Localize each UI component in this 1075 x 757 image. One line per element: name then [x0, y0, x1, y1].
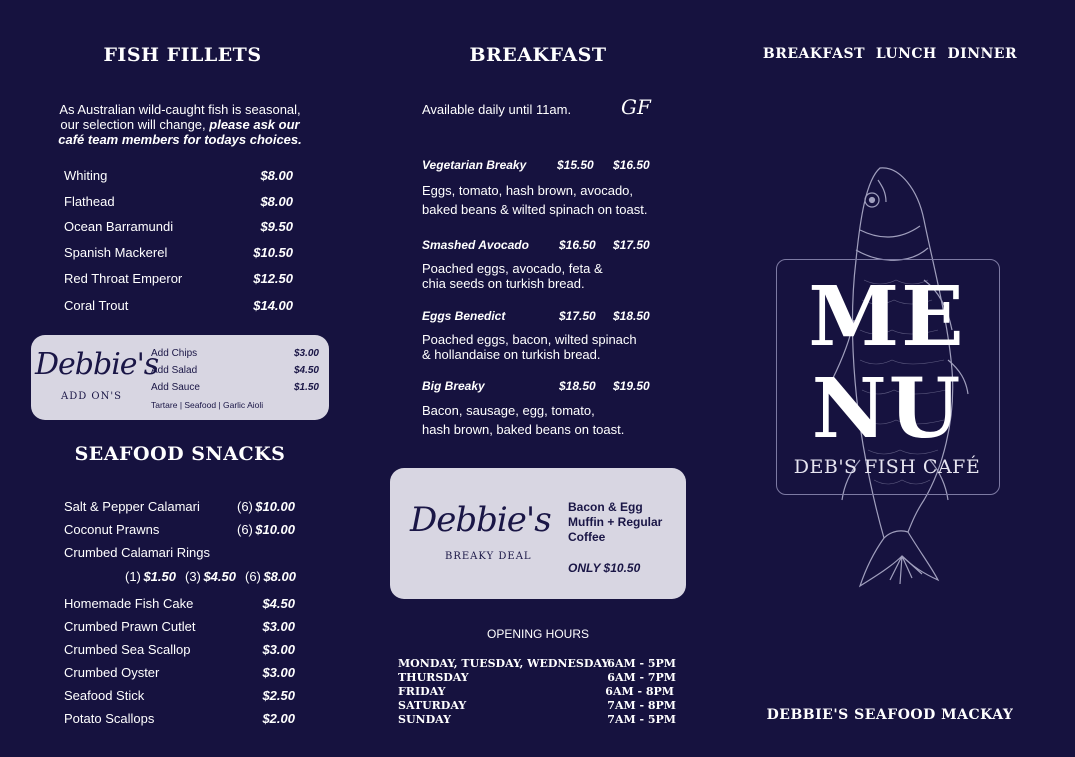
rings-qty: (1): [125, 569, 141, 584]
breakfast-item-price: $15.50: [557, 158, 594, 172]
snack-name: Seafood Stick: [64, 688, 145, 703]
rings-qty: (3): [185, 569, 201, 584]
addon-price: $4.50: [293, 365, 319, 376]
desc-line: Poached eggs, bacon, wilted spinach: [422, 332, 637, 347]
seafood-snacks-heading: SEAFOOD SNACKS: [74, 443, 286, 465]
breaky-deal-brand: Debbie's: [410, 500, 551, 540]
fillet-price: $14.00: [253, 298, 293, 313]
breakfast-item-name: Big Breaky: [422, 379, 485, 393]
addon-sauces: Tartare | Seafood | Garlic Aioli: [151, 400, 264, 410]
hours-time: 6AM - 8PM: [605, 685, 674, 698]
snack-qty: (6): [237, 522, 253, 537]
breakfast-item-gf-price: $19.50: [613, 379, 650, 393]
fish-fillets-intro: [40, 102, 320, 147]
snack-name: Crumbed Sea Scallop: [64, 642, 191, 657]
desc-line: baked beans & wilted spinach on toast.: [422, 202, 648, 217]
intro-line-1: As Australian wild-caught fish is seasonal,: [59, 102, 301, 117]
snack-name: Coconut Prawns: [64, 522, 160, 537]
cover-bottom-tagline: DEBBIE'S SEAFOOD MACKAY: [766, 707, 1014, 723]
rings-price: $4.50: [203, 569, 236, 584]
addon-price: $3.00: [293, 348, 319, 359]
fillet-price: $8.00: [260, 168, 293, 183]
snack-name: Homemade Fish Cake: [64, 596, 194, 611]
breaky-deal-price: ONLY $10.50: [568, 561, 641, 575]
breaky-deal-line2: Muffin + Regular: [568, 515, 663, 529]
fillet-price: $12.50: [253, 271, 293, 286]
snack-qty: (6): [237, 499, 253, 514]
intro-line-2b: please ask our: [209, 117, 300, 132]
breaky-deal-subtitle: BREAKY DEAL: [445, 551, 532, 562]
rings-price: $1.50: [143, 569, 176, 584]
breakfast-item-price: $17.50: [559, 309, 596, 323]
breaky-deal-line1: Bacon & Egg: [568, 500, 643, 514]
desc-line: Bacon, sausage, egg, tomato,: [422, 403, 595, 418]
rings-price: $8.00: [263, 569, 296, 584]
breakfast-item-name: Smashed Avocado: [422, 238, 529, 252]
fillet-name: Whiting: [64, 168, 108, 183]
snack-price: $2.50: [262, 688, 295, 703]
desc-line: chia seeds on turkish bread.: [422, 276, 585, 291]
snack-price: $3.00: [262, 642, 295, 657]
snack-name: Crumbed Oyster: [64, 665, 160, 680]
hours-time: 6AM - 7PM: [607, 671, 676, 684]
desc-line: Poached eggs, avocado, feta &: [422, 261, 603, 276]
breakfast-item-gf-price: $16.50: [613, 158, 650, 172]
snack-price: $2.00: [262, 711, 295, 726]
breakfast-item-gf-price: $18.50: [613, 309, 650, 323]
addon-name: Add Chips: [151, 348, 198, 359]
fish-fillets-heading: FISH FILLETS: [103, 44, 262, 66]
menu-title-line2: NU: [811, 361, 963, 457]
snack-price: $3.00: [262, 665, 295, 680]
addon-name: Add Sauce: [151, 382, 200, 393]
fillet-name: Red Throat Emperor: [64, 271, 183, 286]
breakfast-item-desc: [422, 332, 637, 362]
breakfast-item-name: Vegetarian Breaky: [422, 158, 527, 172]
breakfast-item-price: $16.50: [559, 238, 596, 252]
addon-price: $1.50: [293, 382, 319, 393]
menu-title-line1: ME: [808, 269, 966, 365]
hours-day: THURSDAY: [398, 671, 469, 684]
intro-line-2a: our selection will change,: [60, 117, 210, 132]
addons-brand: Debbie's: [35, 347, 159, 382]
cover-top-tagline: BREAKFAST LUNCH DINNER: [762, 46, 1018, 62]
hours-time: 6AM - 5PM: [607, 657, 676, 670]
fillet-name: Coral Trout: [64, 298, 129, 313]
addons-subtitle: ADD ON'S: [61, 391, 122, 402]
snack-name: Crumbed Calamari Rings: [64, 545, 210, 560]
breakfast-item-desc: [422, 261, 603, 291]
hours-day: MONDAY, TUESDAY, WEDNESDAY: [398, 657, 610, 670]
breakfast-item-name: Eggs Benedict: [422, 309, 506, 323]
intro-line-3: café team members for todays choices.: [58, 132, 302, 147]
desc-line: Eggs, tomato, hash brown, avocado,: [422, 183, 634, 198]
rings-qty: (6): [245, 569, 261, 584]
desc-line: hash brown, baked beans on toast.: [422, 422, 625, 437]
addon-name: Add Salad: [151, 365, 198, 376]
hours-day: SUNDAY: [398, 713, 451, 726]
hours-day: SATURDAY: [398, 699, 467, 712]
breakfast-availability: Available daily until 11am.: [422, 102, 572, 117]
hours-time: 7AM - 5PM: [607, 713, 676, 726]
fillet-price: $10.50: [253, 245, 293, 260]
snack-price: $10.00: [255, 522, 295, 537]
fillet-name: Ocean Barramundi: [64, 219, 174, 234]
breakfast-item-desc: [422, 181, 647, 219]
hours-time: 7AM - 8PM: [607, 699, 676, 712]
fillet-price: $8.00: [260, 194, 293, 209]
breakfast-item-gf-price: $17.50: [613, 238, 650, 252]
breakfast-item-price: $18.50: [559, 379, 596, 393]
snack-price: $4.50: [262, 596, 295, 611]
snack-price: $10.00: [255, 499, 295, 514]
fillet-price: $9.50: [260, 219, 293, 234]
fillet-name: Spanish Mackerel: [64, 245, 168, 260]
desc-line: & hollandaise on turkish bread.: [422, 347, 601, 362]
snack-name: Potato Scallops: [64, 711, 155, 726]
breakfast-item-desc: [422, 401, 624, 439]
fillet-name: Flathead: [64, 194, 115, 209]
breaky-deal-line3: Coffee: [568, 530, 606, 544]
hours-day: FRIDAY: [398, 685, 446, 698]
gf-label: GF: [621, 95, 651, 119]
snack-name: Crumbed Prawn Cutlet: [64, 619, 196, 634]
intro-line-2: [40, 117, 320, 132]
breakfast-heading: BREAKFAST: [469, 44, 607, 66]
opening-hours-title: OPENING HOURS: [486, 627, 589, 641]
addons-card: [31, 335, 329, 420]
cafe-name: DEB'S FISH CAFÉ: [793, 456, 981, 478]
snack-price: $3.00: [262, 619, 295, 634]
breaky-deal-card: [390, 468, 686, 599]
snack-name: Salt & Pepper Calamari: [64, 499, 200, 514]
